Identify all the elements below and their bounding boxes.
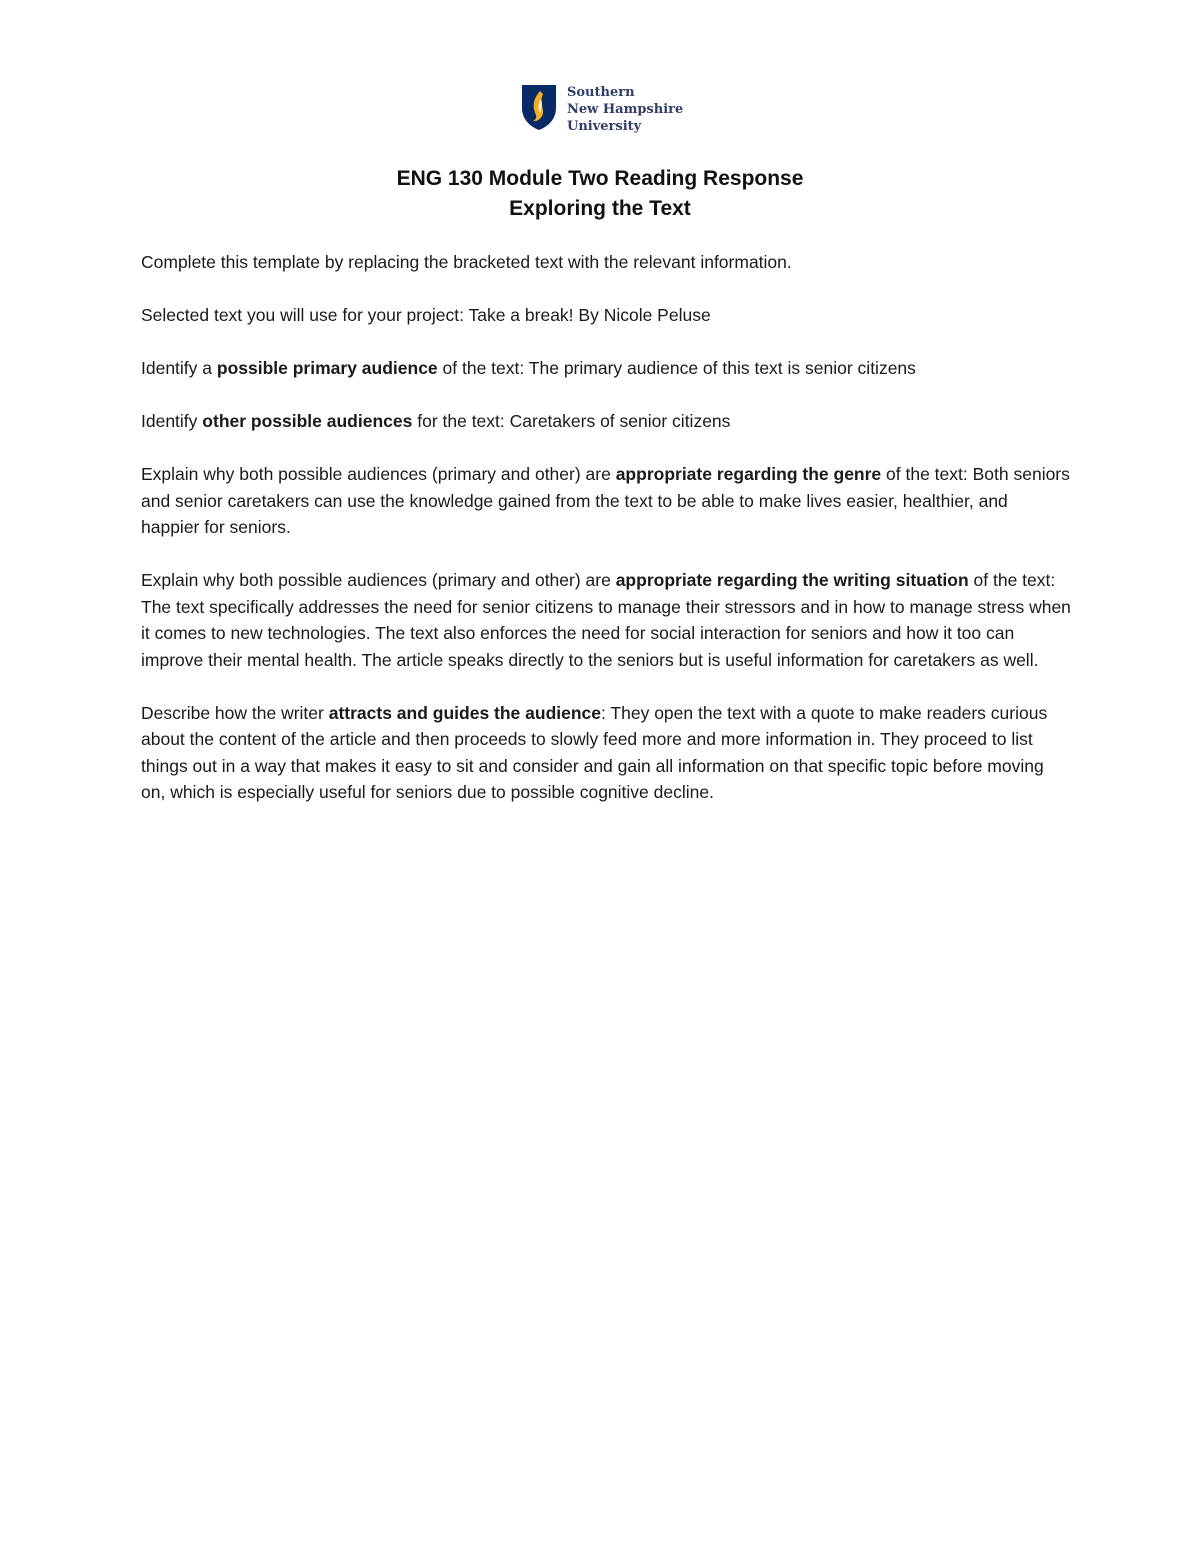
writing-situation-prompt-post: of the text: bbox=[968, 570, 1056, 590]
other-audiences-paragraph bbox=[141, 408, 1071, 435]
logo-line-1: Southern bbox=[567, 85, 635, 100]
writing-situation-prompt-bold: appropriate regarding the writing situation bbox=[615, 570, 969, 590]
primary-audience-prompt-pre: Identify a bbox=[141, 358, 217, 378]
document-title bbox=[0, 164, 1200, 224]
attracts-guides-answer: They open the text with a quote to make readers curious about the content of the article and then proceeds to slowly feed more and more information in. They proceed to list things out in a way that makes it easy to sit and consider and gain all information on that specific topic before moving on, which is especially useful for seniors due to possible cognitive decline. bbox=[141, 702, 1048, 802]
writing-situation-paragraph bbox=[141, 567, 1071, 673]
other-audiences-answer: Caretakers of senior citizens bbox=[504, 411, 731, 431]
title-line-2: Exploring the Text bbox=[509, 197, 691, 220]
attracts-guides-prompt-post: : bbox=[601, 702, 606, 723]
writing-situation-answer: The text specifically addresses the need for senior citizens to manage their stressors and in how to manage stress when it comes to new technologies. The text also enforces the need for social interaction for seniors and how it too can improve their mental health. The article speaks directly to the seniors but is useful information for caretakers as well. bbox=[141, 596, 1071, 670]
primary-audience-prompt-post: of the text: bbox=[437, 358, 525, 378]
attracts-guides-paragraph bbox=[141, 700, 1071, 806]
snhu-logo bbox=[519, 82, 683, 135]
genre-paragraph bbox=[141, 461, 1071, 541]
primary-audience-prompt-bold: possible primary audience bbox=[216, 358, 438, 378]
attracts-guides-prompt-pre: Describe how the writer bbox=[141, 702, 329, 723]
instructions-paragraph: Complete this template by replacing the bracketed text with the relevant information. bbox=[141, 252, 792, 272]
attracts-guides-prompt-bold: attracts and guides the audience bbox=[328, 702, 602, 723]
writing-situation-prompt-pre: Explain why both possible audiences (primary and other) are bbox=[141, 570, 616, 590]
genre-prompt-pre: Explain why both possible audiences (primary and other) are bbox=[141, 464, 616, 484]
title-line-1: ENG 130 Module Two Reading Response bbox=[396, 167, 804, 190]
other-audiences-prompt-post: for the text: bbox=[412, 411, 505, 431]
genre-prompt-bold: appropriate regarding the genre bbox=[615, 464, 882, 484]
logo-line-2: New Hampshire bbox=[567, 102, 684, 117]
other-audiences-prompt-pre: Identify bbox=[141, 411, 203, 431]
genre-prompt-post: of the text: bbox=[881, 464, 968, 484]
genre-answer: Both seniors and senior caretakers can use the knowledge gained from the text to be able to make lives easier, healthier, and happier for seniors. bbox=[141, 464, 1070, 537]
logo-line-3: University bbox=[567, 119, 642, 134]
logo-wordmark bbox=[567, 84, 683, 135]
selected-text-answer: Take a break! By Nicole Peluse bbox=[463, 305, 711, 325]
selected-text-prompt: Selected text you will use for your project: bbox=[141, 305, 464, 325]
document-body bbox=[141, 249, 1071, 832]
primary-audience-answer: The primary audience of this text is senior citizens bbox=[524, 358, 916, 378]
selected-text-paragraph bbox=[141, 302, 1071, 329]
primary-audience-paragraph bbox=[141, 355, 1071, 382]
shield-flame-icon bbox=[519, 82, 559, 132]
other-audiences-prompt-bold: other possible audiences bbox=[202, 411, 413, 431]
